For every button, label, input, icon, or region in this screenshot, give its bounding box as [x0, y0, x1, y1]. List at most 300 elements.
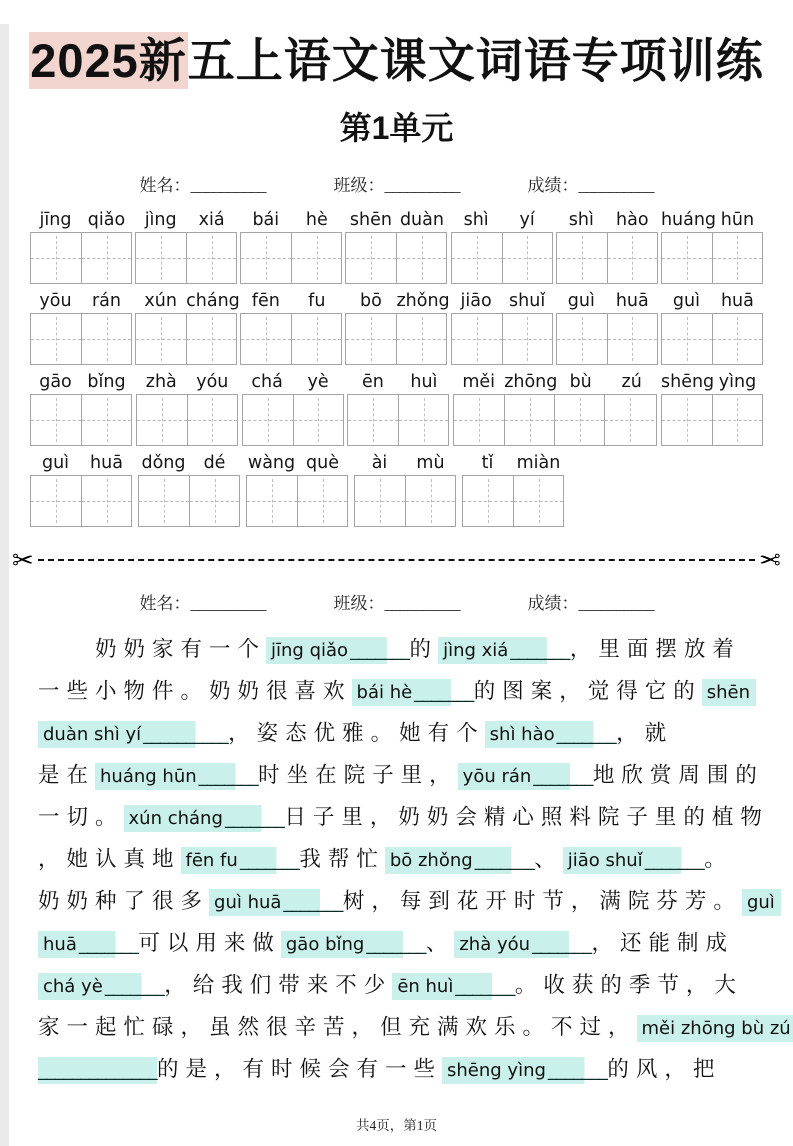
word-group [345, 210, 447, 284]
paragraph-line [38, 1048, 755, 1090]
pinyin-syllable: rán [91, 291, 121, 311]
pinyin-syllable: mù [416, 453, 445, 473]
writing-cell [712, 395, 762, 445]
writing-grid [30, 475, 132, 527]
class-label: 班级： [333, 594, 385, 613]
pinyin-syllable: guì [567, 291, 595, 311]
pinyin-word-row [30, 210, 763, 284]
writing-cell [398, 395, 448, 445]
text-segment: 奶奶种了很多 [38, 889, 210, 913]
blank-pinyin: guì huā [209, 889, 283, 916]
paragraph-line [38, 964, 755, 1006]
word-group [136, 372, 238, 446]
writing-cell [348, 395, 398, 445]
fill-blank [442, 1057, 607, 1084]
pinyin-syllable: shēng [660, 372, 715, 392]
class-field [334, 589, 460, 614]
text-segment: 、 [534, 847, 563, 871]
word-group [661, 291, 763, 365]
writing-grid [240, 232, 342, 284]
writing-cell [81, 314, 131, 364]
blank-line: _______ [366, 931, 426, 958]
blank-line: _______ [548, 1057, 608, 1084]
blank-line: ______________ [38, 1057, 157, 1084]
blank-pinyin: ēn huì [392, 973, 455, 1000]
text-segment: 一些小物件。奶奶很喜欢 [38, 679, 352, 703]
pinyin-syllable: què [306, 453, 339, 473]
pinyin-syllable: yí [519, 210, 535, 230]
class-blank-line: __________ [384, 594, 460, 613]
writing-cell [607, 314, 657, 364]
blank-pinyin: shì hào [485, 721, 557, 748]
text-segment: 一切。 [38, 805, 124, 829]
blank-line: _______ [510, 637, 570, 664]
name-blank-line: __________ [190, 594, 266, 613]
pinyin-row [661, 210, 763, 230]
pinyin-row [345, 210, 447, 230]
writing-grid [451, 313, 553, 365]
text-segment: 树，每到花开时节，满院芬芳。 [342, 889, 742, 913]
pinyin-syllable: yóu [196, 372, 229, 392]
writing-grid [556, 232, 658, 284]
name-field [140, 589, 266, 614]
text-segment: 日子里，奶奶会精心照料院子里的植物 [284, 805, 769, 829]
fill-blank [95, 763, 258, 790]
blank-pinyin: xún cháng [124, 805, 225, 832]
pinyin-syllable: jiāo [460, 291, 492, 311]
fill-blank [38, 721, 228, 748]
writing-cell [502, 314, 552, 364]
fill-blank [702, 679, 756, 706]
blank-pinyin: huā [38, 931, 79, 958]
blank-pinyin: chá yè [38, 973, 105, 1000]
word-group [354, 453, 456, 527]
text-segment: 的风，把 [607, 1057, 722, 1081]
blank-pinyin: bái hè [352, 679, 415, 706]
pinyin-syllable: dǒng [141, 453, 186, 473]
word-group [30, 291, 132, 365]
blank-line: _______ [532, 931, 592, 958]
pinyin-syllable: jīng [39, 210, 72, 230]
fill-blank [181, 847, 300, 874]
score-field [528, 589, 654, 614]
writing-grid [135, 232, 237, 284]
text-segment: 的 [409, 637, 439, 661]
fill-blank [485, 721, 616, 748]
writing-grid [135, 313, 237, 365]
fill-blank [563, 847, 704, 874]
pinyin-syllable: xún [144, 291, 177, 311]
pinyin-syllable: yè [307, 372, 329, 392]
word-group [30, 372, 132, 446]
student-info-row [0, 171, 793, 196]
writing-cell [241, 233, 291, 283]
pinyin-syllable: měi [462, 372, 496, 392]
blank-pinyin: bō zhǒng [385, 847, 475, 874]
pinyin-row [661, 372, 763, 392]
score-blank-line: __________ [578, 594, 654, 613]
pinyin-syllable: shì [463, 210, 489, 230]
paragraph-line [38, 670, 755, 712]
blank-line: _______ [199, 763, 259, 790]
pinyin-syllable: hào [616, 210, 649, 230]
fill-blank [38, 1057, 157, 1084]
writing-grid [30, 232, 132, 284]
fill-blank [454, 931, 591, 958]
writing-cell [454, 395, 504, 445]
pinyin-syllable: huā [90, 453, 123, 473]
blank-pinyin: jīng qiǎo [266, 637, 350, 664]
page-edge [0, 24, 9, 1146]
text-segment: ，就 [616, 721, 674, 745]
fill-blank [392, 973, 515, 1000]
text-segment: 时坐在院子里， [258, 763, 458, 787]
pinyin-word-row [30, 291, 763, 365]
student-info-row [0, 589, 793, 614]
writing-cell [504, 395, 554, 445]
pinyin-row [138, 453, 240, 473]
pinyin-row [136, 372, 238, 392]
text-segment: 的是，有时候会有一些 [157, 1057, 443, 1081]
blank-pinyin: jìng xiá [438, 637, 510, 664]
writing-cell [452, 233, 502, 283]
blank-line: _______ [455, 973, 515, 1000]
pinyin-syllable: shì [568, 210, 594, 230]
text-segment: 是在 [38, 763, 96, 787]
writing-cell [463, 476, 513, 526]
word-group [451, 291, 553, 365]
word-group [661, 210, 763, 284]
title-rest: 五上语文课文词语专项训练 [187, 34, 764, 87]
text-segment: ，还能制成 [591, 931, 735, 955]
writing-cell [346, 233, 396, 283]
writing-cell [557, 233, 607, 283]
blank-pinyin: jiāo shuǐ [563, 847, 645, 874]
fill-blank [637, 1015, 793, 1042]
class-label: 班级： [333, 176, 385, 195]
word-group [240, 291, 342, 365]
score-blank-line: __________ [578, 176, 654, 195]
class-blank-line: __________ [384, 176, 460, 195]
fill-blank [124, 805, 285, 832]
text-segment: ，她认真地 [38, 847, 181, 871]
pinyin-word-row [30, 372, 763, 446]
writing-cell [291, 314, 341, 364]
writing-cell [712, 233, 762, 283]
unit-subtitle: 第1单元 [339, 110, 454, 146]
writing-cell [186, 314, 236, 364]
word-group [453, 372, 657, 446]
pinyin-row [135, 210, 237, 230]
pinyin-syllable: ài [371, 453, 388, 473]
name-blank-line: __________ [190, 176, 266, 195]
paragraph-line [38, 712, 755, 754]
writing-cell [136, 233, 186, 283]
blank-line: _______ [240, 847, 300, 874]
page-title [0, 24, 793, 91]
fill-in-paragraph [38, 628, 791, 1090]
word-group [661, 372, 763, 446]
text-segment: 、 [425, 931, 455, 955]
pinyin-syllable: yōu [39, 291, 72, 311]
writing-cell [607, 233, 657, 283]
pinyin-row [30, 210, 132, 230]
writing-grid [246, 475, 348, 527]
pinyin-syllable: bō [360, 291, 382, 311]
pinyin-row [246, 453, 348, 473]
word-group [138, 453, 240, 527]
pinyin-row [30, 372, 132, 392]
pinyin-syllable: bù [569, 372, 592, 392]
text-segment: ，给我们带来不少 [164, 973, 393, 997]
scissors-icon: ✂ [759, 545, 781, 575]
text-segment: 地欣赏周围的 [592, 763, 764, 787]
blank-line: _______ [225, 805, 285, 832]
blank-line: _______ [533, 763, 593, 790]
pinyin-row [345, 291, 450, 311]
writing-grid [451, 232, 553, 284]
writing-grid [453, 394, 657, 446]
writing-grid [354, 475, 456, 527]
pinyin-syllable: guì [672, 291, 700, 311]
pinyin-syllable: zhà [145, 372, 177, 392]
text-segment: 可以用来做 [138, 931, 281, 955]
blank-pinyin: duàn shì yí [38, 721, 143, 748]
writing-cell [81, 233, 131, 283]
pinyin-row [354, 453, 456, 473]
word-group [451, 210, 553, 284]
pinyin-syllable: zhǒng [396, 291, 450, 311]
word-group [347, 372, 449, 446]
pinyin-syllable: fu [308, 291, 326, 311]
writing-cell [137, 395, 187, 445]
blank-line: __________ [143, 721, 228, 748]
pinyin-writing-section [30, 210, 763, 527]
writing-grid [240, 313, 342, 365]
pinyin-syllable: xiá [198, 210, 225, 230]
writing-cell [291, 233, 341, 283]
writing-cell [297, 476, 347, 526]
pinyin-row [347, 372, 449, 392]
paragraph-line [38, 880, 775, 922]
blank-pinyin: yōu rán [458, 763, 534, 790]
pinyin-syllable: zú [621, 372, 642, 392]
pinyin-syllable: ēn [361, 372, 384, 392]
title-highlight: 2025新 [30, 34, 187, 87]
fill-blank [266, 637, 410, 664]
pinyin-syllable: huáng [660, 210, 717, 230]
writing-grid [30, 313, 132, 365]
text-segment: 。收获的季节，大 [514, 973, 743, 997]
writing-cell [293, 395, 343, 445]
fill-blank [38, 931, 138, 958]
fill-blank [209, 889, 343, 916]
blank-line: _______ [475, 847, 535, 874]
writing-cell [186, 233, 236, 283]
scissors-icon: ✂ [12, 545, 34, 575]
pinyin-row [556, 210, 658, 230]
text-segment: 奶奶家有一个 [95, 637, 267, 661]
blank-pinyin: shēn [702, 679, 756, 706]
score-field [528, 171, 654, 196]
writing-cell [557, 314, 607, 364]
writing-grid [136, 394, 238, 446]
pinyin-syllable: zhōng [504, 372, 558, 392]
pinyin-row [242, 372, 344, 392]
pinyin-syllable: shuǐ [509, 291, 546, 311]
writing-cell [139, 476, 189, 526]
blank-line: _______ [414, 679, 474, 706]
writing-cell [355, 476, 405, 526]
pinyin-row [462, 453, 564, 473]
text-segment: ，姿态优雅。她有个 [228, 721, 485, 745]
pinyin-row [453, 372, 657, 392]
pinyin-syllable: huā [720, 291, 754, 311]
writing-cell [31, 476, 81, 526]
pinyin-syllable: jìng [144, 210, 177, 230]
pinyin-syllable: gāo [39, 372, 72, 392]
word-group [242, 372, 344, 446]
fill-blank [438, 637, 570, 664]
pinyin-row [240, 210, 342, 230]
fill-blank [352, 679, 474, 706]
blank-line: _______ [283, 889, 343, 916]
blank-line: _______ [645, 847, 705, 874]
writing-grid [138, 475, 240, 527]
writing-grid [30, 394, 132, 446]
blank-pinyin: fēn fu [181, 847, 240, 874]
writing-cell [662, 314, 712, 364]
pinyin-row [30, 453, 132, 473]
pinyin-syllable: bǐng [87, 372, 126, 392]
name-label: 姓名： [139, 594, 191, 613]
fill-blank [458, 763, 593, 790]
writing-cell [502, 233, 552, 283]
word-group [556, 210, 658, 284]
blank-pinyin: gāo bǐng [281, 931, 366, 958]
pinyin-row [451, 291, 553, 311]
pinyin-word-row [30, 453, 763, 527]
pinyin-row [451, 210, 553, 230]
writing-cell [396, 314, 446, 364]
pinyin-syllable: bái [252, 210, 280, 230]
pinyin-syllable: hè [305, 210, 328, 230]
writing-cell [31, 314, 81, 364]
blank-pinyin: guì [742, 889, 781, 916]
writing-cell [241, 314, 291, 364]
blank-pinyin: huáng hūn [95, 763, 199, 790]
word-group [240, 210, 342, 284]
pinyin-syllable: miàn [516, 453, 561, 473]
blank-pinyin: shēng yìng [442, 1057, 548, 1084]
word-group [135, 210, 237, 284]
text-segment: ，里面摆放着 [569, 637, 741, 661]
writing-grid [556, 313, 658, 365]
writing-cell [554, 395, 604, 445]
fill-blank [742, 889, 781, 916]
pinyin-syllable: dé [203, 453, 226, 473]
blank-line: _______ [350, 637, 410, 664]
pinyin-syllable: wàng [247, 453, 296, 473]
writing-cell [187, 395, 237, 445]
paragraph-line [38, 1006, 791, 1048]
word-group [345, 291, 450, 365]
writing-cell [81, 476, 131, 526]
pinyin-syllable: shēn [349, 210, 392, 230]
paragraph-line [38, 628, 755, 670]
fill-blank [38, 973, 164, 1000]
blank-pinyin: zhà yóu [454, 931, 532, 958]
writing-grid [661, 232, 763, 284]
writing-grid [347, 394, 449, 446]
text-segment: 我帮忙 [299, 847, 385, 871]
pinyin-syllable: duàn [399, 210, 444, 230]
pinyin-syllable: qiǎo [87, 210, 126, 230]
writing-cell [396, 233, 446, 283]
cut-line [12, 547, 781, 573]
writing-grid [345, 232, 447, 284]
writing-cell [662, 395, 712, 445]
pinyin-syllable: yìng [718, 372, 757, 392]
pinyin-syllable: tǐ [481, 453, 494, 473]
paragraph-line [38, 754, 764, 796]
fill-blank [385, 847, 534, 874]
writing-cell [712, 314, 762, 364]
writing-grid [462, 475, 564, 527]
text-segment: 。 [704, 847, 733, 871]
writing-grid [242, 394, 344, 446]
writing-cell [247, 476, 297, 526]
writing-cell [405, 476, 455, 526]
blank-line: _______ [79, 931, 139, 958]
blank-pinyin: měi zhōng bù zú [637, 1015, 793, 1042]
writing-cell [662, 233, 712, 283]
pinyin-row [556, 291, 658, 311]
writing-cell [243, 395, 293, 445]
writing-cell [81, 395, 131, 445]
dashed-cut-rule [38, 559, 755, 561]
paragraph-line [38, 796, 769, 838]
blank-line: _______ [557, 721, 617, 748]
pinyin-row [661, 291, 763, 311]
pinyin-syllable: hūn [720, 210, 755, 230]
word-group [30, 453, 132, 527]
blank-line: _______ [105, 973, 165, 1000]
score-label: 成绩： [527, 176, 579, 195]
text-segment: 的图案，觉得它的 [473, 679, 702, 703]
word-group [135, 291, 240, 365]
pinyin-syllable: huā [615, 291, 649, 311]
writing-cell [604, 395, 654, 445]
word-group [30, 210, 132, 284]
name-field [140, 171, 266, 196]
writing-cell [31, 395, 81, 445]
pinyin-syllable: fēn [251, 291, 280, 311]
pinyin-row [240, 291, 342, 311]
fill-blank [281, 931, 426, 958]
pinyin-row [135, 291, 240, 311]
writing-cell [136, 314, 186, 364]
writing-cell [189, 476, 239, 526]
writing-grid [661, 394, 763, 446]
writing-cell [31, 233, 81, 283]
pinyin-syllable: cháng [186, 291, 240, 311]
paragraph-line [38, 838, 755, 880]
pinyin-syllable: chá [251, 372, 283, 392]
text-segment: 家一起忙碌，虽然很辛苦，但充满欢乐。不过， [38, 1015, 637, 1039]
word-group [246, 453, 348, 527]
class-field [334, 171, 460, 196]
